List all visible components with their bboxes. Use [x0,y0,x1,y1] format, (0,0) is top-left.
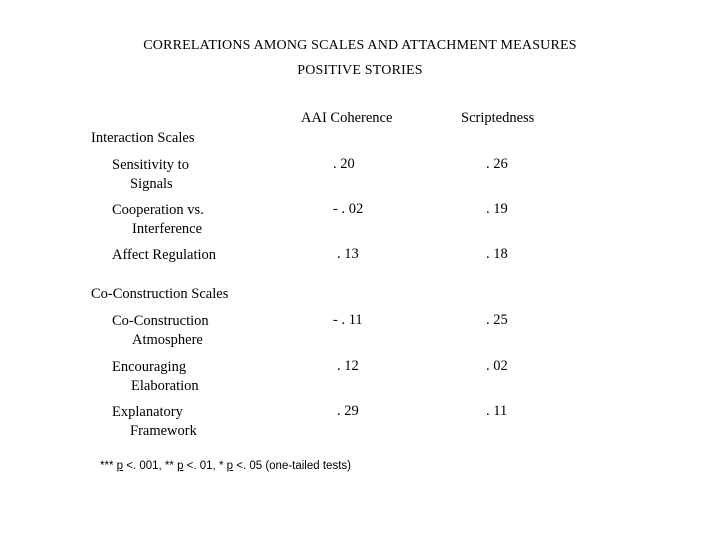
row-label [112,403,272,440]
row-label [112,201,272,238]
row-label [112,312,272,349]
footnote-part3: <. 01, * [183,460,227,472]
row-label-line1: Cooperation vs. [112,202,204,218]
row-label-line1: Co-Construction [112,313,209,329]
row-label-line2: Interference [132,220,203,237]
column-header-scriptedness: Scriptedness [461,110,535,126]
cell-aai: . 29 [337,403,359,419]
cell-scriptedness: . 19 [486,201,508,217]
cell-scriptedness: . 26 [486,156,508,172]
row-label-line2: Atmosphere [132,331,203,348]
footnote-p-symbol: p [177,460,184,472]
row-label-line1: Affect Regulation [112,247,217,263]
section-heading-co-construction: Co-Construction Scales [91,286,229,302]
row-label-line2: Elaboration [131,377,199,394]
row-label-line1: Explanatory [112,404,183,420]
cell-scriptedness: . 18 [486,246,508,262]
row-label-line2: Signals [130,175,173,192]
cell-scriptedness: . 25 [486,312,508,328]
row-label-line2: Framework [130,422,197,439]
footnote-p-symbol: p [116,460,124,472]
cell-aai: - . 11 [333,312,363,328]
footnote-p-symbol: p [226,460,234,472]
table-title: CORRELATIONS AMONG SCALES AND ATTACHMENT MEASURES [143,38,577,53]
table-subtitle: POSITIVE STORIES [297,63,423,78]
row-label-line1: Encouraging [112,359,187,375]
footnote-part2: <. 001, ** [123,460,178,472]
cell-aai: . 12 [337,358,359,374]
section-heading-interaction: Interaction Scales [91,130,195,146]
footnote-part1: *** [100,460,117,472]
row-label [112,358,272,395]
cell-scriptedness: . 11 [486,403,508,419]
footnote [100,460,351,472]
row-label [112,246,272,265]
row-label-line1: Sensitivity to [112,157,189,173]
cell-scriptedness: . 02 [486,358,508,374]
cell-aai: . 20 [333,156,355,172]
row-label [112,156,272,193]
cell-aai: . 13 [337,246,359,262]
footnote-part4: <. 05 (one-tailed tests) [233,460,351,472]
column-header-aai: AAI Coherence [301,110,393,126]
cell-aai: - . 02 [333,201,364,217]
